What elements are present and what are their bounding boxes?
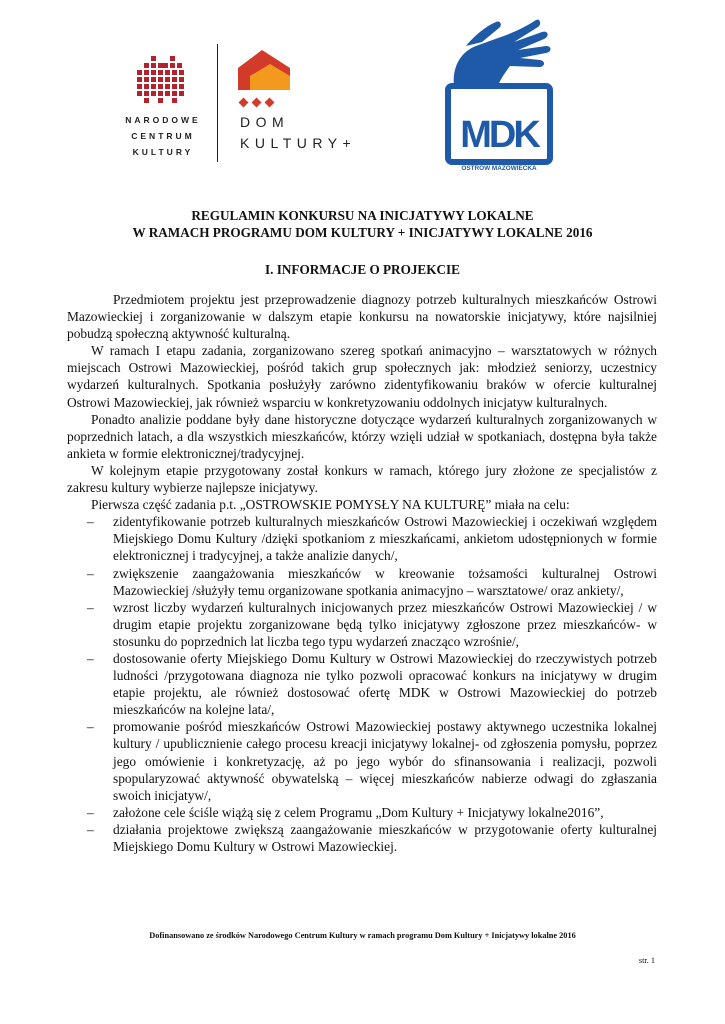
dom-line-2: KULTURY+ [240, 135, 357, 151]
title-line-1: REGULAMIN KONKURSU NA INICJATYWY LOKALNE [191, 208, 534, 223]
funding-footer: Dofinansowano ze środków Narodowego Centrum Kultury w ramach programu Dom Kultury + Inicjatywy lokalne 2016 [149, 931, 576, 940]
bullet-marker: – [87, 514, 94, 530]
list-item-text: założone cele ściśle wiążą się z celem Programu „Dom Kultury + Inicjatywy lokalne2016”, [113, 804, 604, 820]
mdk-caption: OSTRÓW MAZOWIECKA [461, 165, 537, 172]
logo-divider [217, 44, 218, 162]
bullet-marker: – [87, 650, 94, 666]
list-item [67, 599, 657, 650]
list-item-text: zidentyfikowanie potrzeb kulturalnych mieszkańców Ostrowi Mazowieckiej i oczekiwań względem Miejskiego Domu Kultury /dzięki spotkaniom z mieszkańcami, ankietom udostępnionych w formie elektronicznej i tradycyjnej, a także analizie danych/, [113, 514, 657, 564]
list-item [67, 718, 657, 803]
nck-line-2: CENTRUM [131, 131, 195, 141]
document-body [67, 291, 657, 855]
page-number: str. 1 [638, 956, 655, 965]
bullet-marker: – [87, 804, 94, 820]
title-line-2: W RAMACH PROGRAMU DOM KULTURY + INICJATYWY LOKALNE 2016 [132, 225, 593, 240]
house-icon [232, 46, 302, 112]
mdk-hand-icon [440, 16, 558, 166]
paragraph: Przedmiotem projektu jest przeprowadzenie diagnozy potrzeb kulturalnych mieszkańców Ostrowi Mazowieckiej i zorganizowanie w dalszym etapie konkursu na nowatorskie inicjatywy, które najsilniej pobudzą społeczną aktywność kulturalną. [67, 292, 657, 342]
bullet-marker: – [87, 565, 94, 581]
bullet-marker: – [87, 719, 94, 735]
list-item [67, 821, 657, 855]
dom-kultury-text [240, 112, 356, 154]
list-item-text: dostosowanie oferty Miejskiego Domu Kultury w Ostrowi Mazowieckiej do rzeczywistych potrzeb ludności /przygotowana diagnoza nie tylko pozwoli opracować konkurs na inicjatywy w drugim etapie projektu, ale również dostosować ofertę MDK w Ostrowi Mazowieckiej do potrzeb mieszkańców na kolejne lata/, [113, 650, 657, 718]
list-item-text: wzrost liczby wydarzeń kulturalnych inicjowanych przez mieszkańców Ostrowi Mazowieckiej / w drugim etapie projektu zorganizowane będą tylko inicjatywy zgłoszone przez mieszkańców- w stosunku do poprzednich lat liczba tego typu wydarzeń znacząco wzrośnie/, [113, 599, 657, 649]
nck-logo [118, 50, 208, 162]
list-item [67, 565, 657, 599]
bullet-marker: – [87, 599, 94, 615]
list-item [67, 513, 657, 564]
list-item [67, 650, 657, 718]
mdk-letters: MDK [460, 114, 538, 156]
nck-line-1: NARODOWE [125, 115, 201, 125]
paragraph: Ponadto analizie poddane były dane historyczne dotyczące wydarzeń kulturalnych zorganizowanych w poprzednich latach, a dla wszystkich mieszkańców, którzy wzięli udział w spotkaniach, dostępna była także ankieta w formie elektronicznej/tradycyjnej. [67, 411, 657, 461]
list-item-text: promowanie pośród mieszkańców Ostrowi Mazowieckiej postawy aktywnego uczestnika lokalnej kultury / upublicznienie całego procesu kreacji inicjatywy lokalnej- od zgłoszenia pomysłu, poprzez jego omówienie i konkretyzację, aż po jego wybór do sfinansowania i realizacji, pozwoli spopularyzować aktywność obywatelską – więcej mieszkańców nabierze odwagi do zgłaszania swoich inicjatyw/, [113, 719, 657, 803]
paragraph: W kolejnym etapie przygotowany został konkurs w ramach, którego jury złożone ze specjalistów z zakresu kultury wybierze najlepsze inicjatywy. [67, 462, 657, 496]
dom-kultury-logo [232, 46, 372, 162]
paragraph: W ramach I etapu zadania, zorganizowano szereg spotkań animacyjno – warsztatowych w różnych miejscach Ostrowi Mazowieckiej, pośród takich grup społecznych jak: młodzież seniorzy, uczestnicy wydarzeń kulturalnych. Spotkania posłużyły zarówno zidentyfikowaniu braków w ofercie kulturalnej Ostrowi Mazowieckiej, jak również wsparciu w konkretyzowaniu oddolnych inicjatyw kulturalnych. [67, 343, 657, 410]
section-heading: I. INFORMACJE O PROJEKCIE [265, 262, 460, 277]
dom-line-1: DOM [240, 114, 290, 130]
nck-line-3: KULTURY [132, 147, 194, 157]
document-title [0, 207, 725, 241]
list-item [67, 804, 657, 821]
mdk-logo [440, 16, 558, 186]
paragraph: Pierwsza część zadania p.t. „OSTROWSKIE POMYSŁY NA KULTURĘ” miała na celu: [91, 497, 570, 513]
list-item-text: działania projektowe zwiększą zaangażowanie mieszkańców w przygotowanie oferty kulturalnej Miejskiego Domu Kultury w Ostrowi Mazowieckiej. [113, 821, 657, 854]
list-item-text: zwiększenie zaangażowania mieszkańców w kreowanie tożsamości kulturalnej Ostrowi Mazowieckiej /służyły temu organizowane spotkania animacyjno – warsztatowe/ oraz ankiety/, [113, 565, 657, 598]
bullet-marker: – [87, 821, 94, 837]
goals-list [67, 513, 657, 855]
nck-emblem-icon [118, 50, 208, 110]
nck-logo-text [118, 112, 208, 160]
